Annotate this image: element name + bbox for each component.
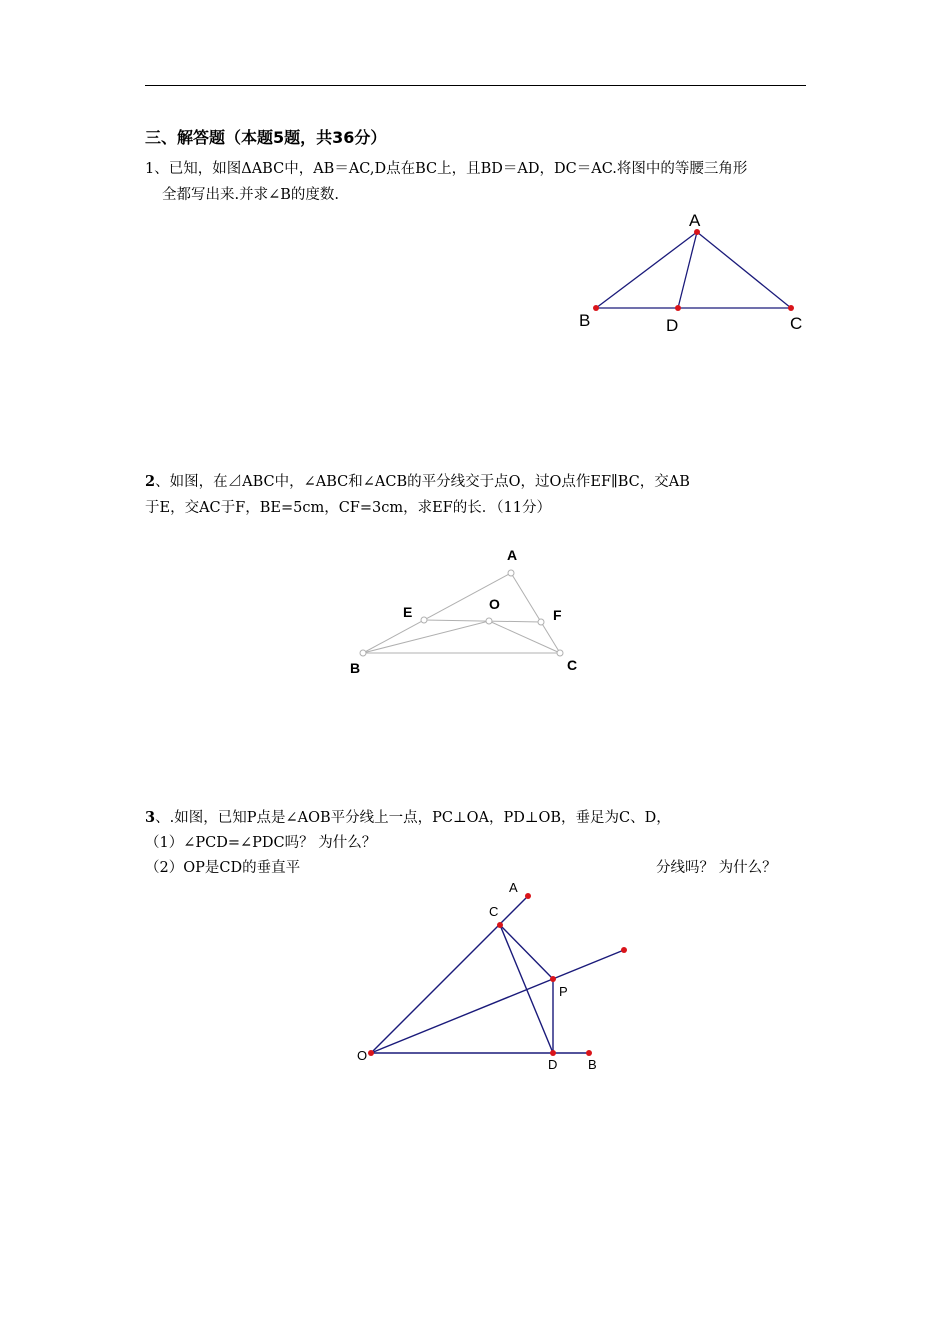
q1-number: 1 (145, 161, 155, 177)
section-heading: 三、解答题（本题5题，共36分） (145, 128, 387, 147)
q3-label-d: D (548, 1057, 558, 1072)
q1-label-b: B (579, 311, 591, 330)
q3-label-o: O (357, 1048, 368, 1063)
q2-line2: 于E，交AC于F，BE=5cm，CF=3cm，求EF的长．（11分） (145, 500, 551, 516)
q3-point-p (550, 976, 556, 982)
q1-label-d: D (666, 316, 679, 335)
q3-point-end (621, 947, 627, 953)
q1-label-c: C (790, 314, 803, 333)
q3-number: 3 (145, 809, 156, 826)
q3-label-a: A (509, 880, 518, 895)
q2-number: 2 (145, 473, 156, 490)
q3-ray-oa (371, 896, 528, 1053)
q3-point-b (586, 1050, 592, 1056)
q2-label-a: A (507, 547, 518, 563)
q3-label-p: P (559, 984, 568, 999)
q3-segment-cd (500, 925, 553, 1053)
q3-point-o (368, 1050, 374, 1056)
q3-sub1: （1）∠PCD=∠PDC吗？ 为什么？ (145, 835, 377, 851)
q1-label-a: A (689, 211, 701, 230)
q3-point-a (525, 893, 531, 899)
q1-line1: 1、已知，如图ΔABC中，AB＝AC,D点在BC上，且BD＝AD，DC＝AC.将图中的等腰三角形 (145, 161, 748, 177)
q3-ray-op (371, 950, 624, 1053)
q2-line1: 2、如图，在⊿ABC中，∠ABC和∠ACB的平分线交于点O，过O点作EF∥BC，交AB (145, 473, 690, 490)
q2-label-b: B (350, 660, 361, 676)
q2-label-f: F (553, 607, 562, 623)
q3-sub2-right: 分线吗？ 为什么？ (656, 860, 777, 876)
q3-segment-cp (500, 925, 553, 979)
q3-label-b: B (588, 1057, 597, 1072)
q2-label-o: O (489, 596, 500, 612)
q2-label-c: C (567, 657, 578, 673)
q3-label-c: C (489, 904, 499, 919)
q3-line1: 3、.如图，已知P点是∠AOB平分线上一点，PC⊥OA，PD⊥OB，垂足为C、D， (145, 809, 671, 826)
q3-point-c (497, 922, 503, 928)
q2-label-e: E (403, 604, 413, 620)
q1-line2: 全都写出来.并求∠B的度数. (162, 187, 340, 203)
q3-sub2-left: （2）OP是CD的垂直平 (145, 860, 301, 876)
q3-point-d (550, 1050, 556, 1056)
